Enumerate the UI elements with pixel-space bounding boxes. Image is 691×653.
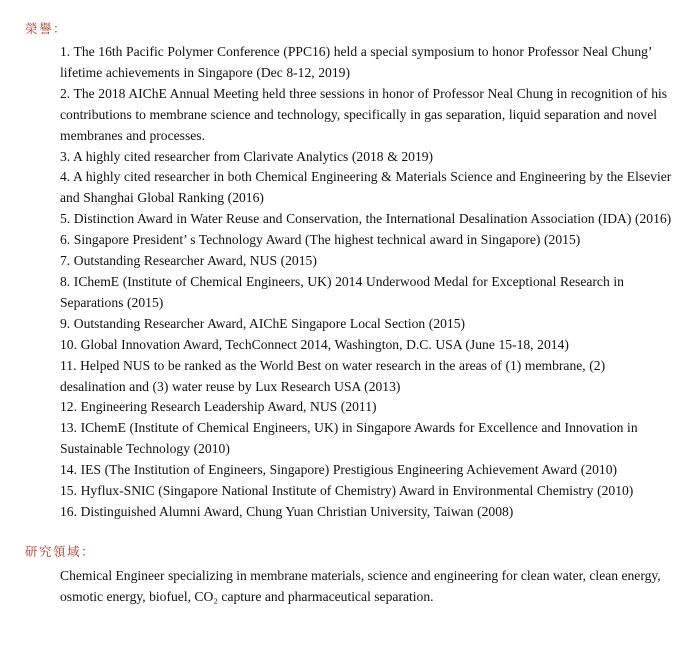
honor-item: 16. Distinguished Alumni Award, Chung Yuan Christian University, Taiwan (2008) xyxy=(60,503,514,519)
honor-item: 4. A highly cited researcher in both Chemical Engineering & Materials Science and Engineering by the Elsevier and Shanghai Global Ranking (2016) xyxy=(60,169,672,206)
honor-item: 11. Helped NUS to be ranked as the World Best on water research in the areas of (1) membrane, (2) desalination and (3) water reuse by Lux Research USA (2013) xyxy=(60,357,606,394)
honors-list xyxy=(60,42,672,523)
honor-item: 12. Engineering Research Leadership Award, NUS (2011) xyxy=(60,399,377,415)
honor-item: 7. Outstanding Researcher Award, NUS (2015) xyxy=(60,253,317,269)
honor-item: 10. Global Innovation Award, TechConnect 2014, Washington, D.C. USA (June 15-18, 2014) xyxy=(60,336,569,352)
honor-item: 15. Hyflux-SNIC (Singapore National Institute of Chemistry) Award in Environmental Chemistry (2010) xyxy=(60,483,634,499)
honor-item: 8. IChemE (Institute of Chemical Engineers, UK) 2014 Underwood Medal for Exceptional Research in Separations (2015) xyxy=(60,273,624,310)
honors-heading: 榮譽： xyxy=(25,21,68,36)
honor-item: 3. A highly cited researcher from Clarivate Analytics (2018 & 2019) xyxy=(60,148,434,164)
honor-item: 9. Outstanding Researcher Award, AIChE Singapore Local Section (2015) xyxy=(60,315,466,331)
honor-item: 5. Distinction Award in Water Reuse and Conservation, the International Desalination Association (IDA) (2016) xyxy=(60,211,672,227)
honor-item: 14. IES (The Institution of Engineers, Singapore) Prestigious Engineering Achievement Award (2010) xyxy=(60,462,618,478)
honor-item: 1. The 16th Pacific Polymer Conference (PPC16) held a special symposium to honor Professor Neal Chung’ lifetime achievements in Singapore (Dec 8-12, 2019) xyxy=(60,44,652,80)
research-heading: 研究領域： xyxy=(25,544,96,559)
research-description: Chemical Engineer specializing in membrane materials, science and engineering for clean water, clean energy, osmotic energy, biofuel, CO₂ capture and pharmaceutical separation. xyxy=(60,568,661,604)
honor-item: 13. IChemE (Institute of Chemical Engineers, UK) in Singapore Awards for Excellence and Innovation in Sustainable Technology (2010) xyxy=(60,420,638,457)
honor-item: 2. The 2018 AIChE Annual Meeting held three sessions in honor of Professor Neal Chung in recognition of his contributions to membrane science and technology, specifically in gas separation, liquid separation and novel membranes and processes. xyxy=(60,85,668,143)
honor-item: 6. Singapore President’ s Technology Award (The highest technical award in Singapore) (2015) xyxy=(60,232,581,248)
